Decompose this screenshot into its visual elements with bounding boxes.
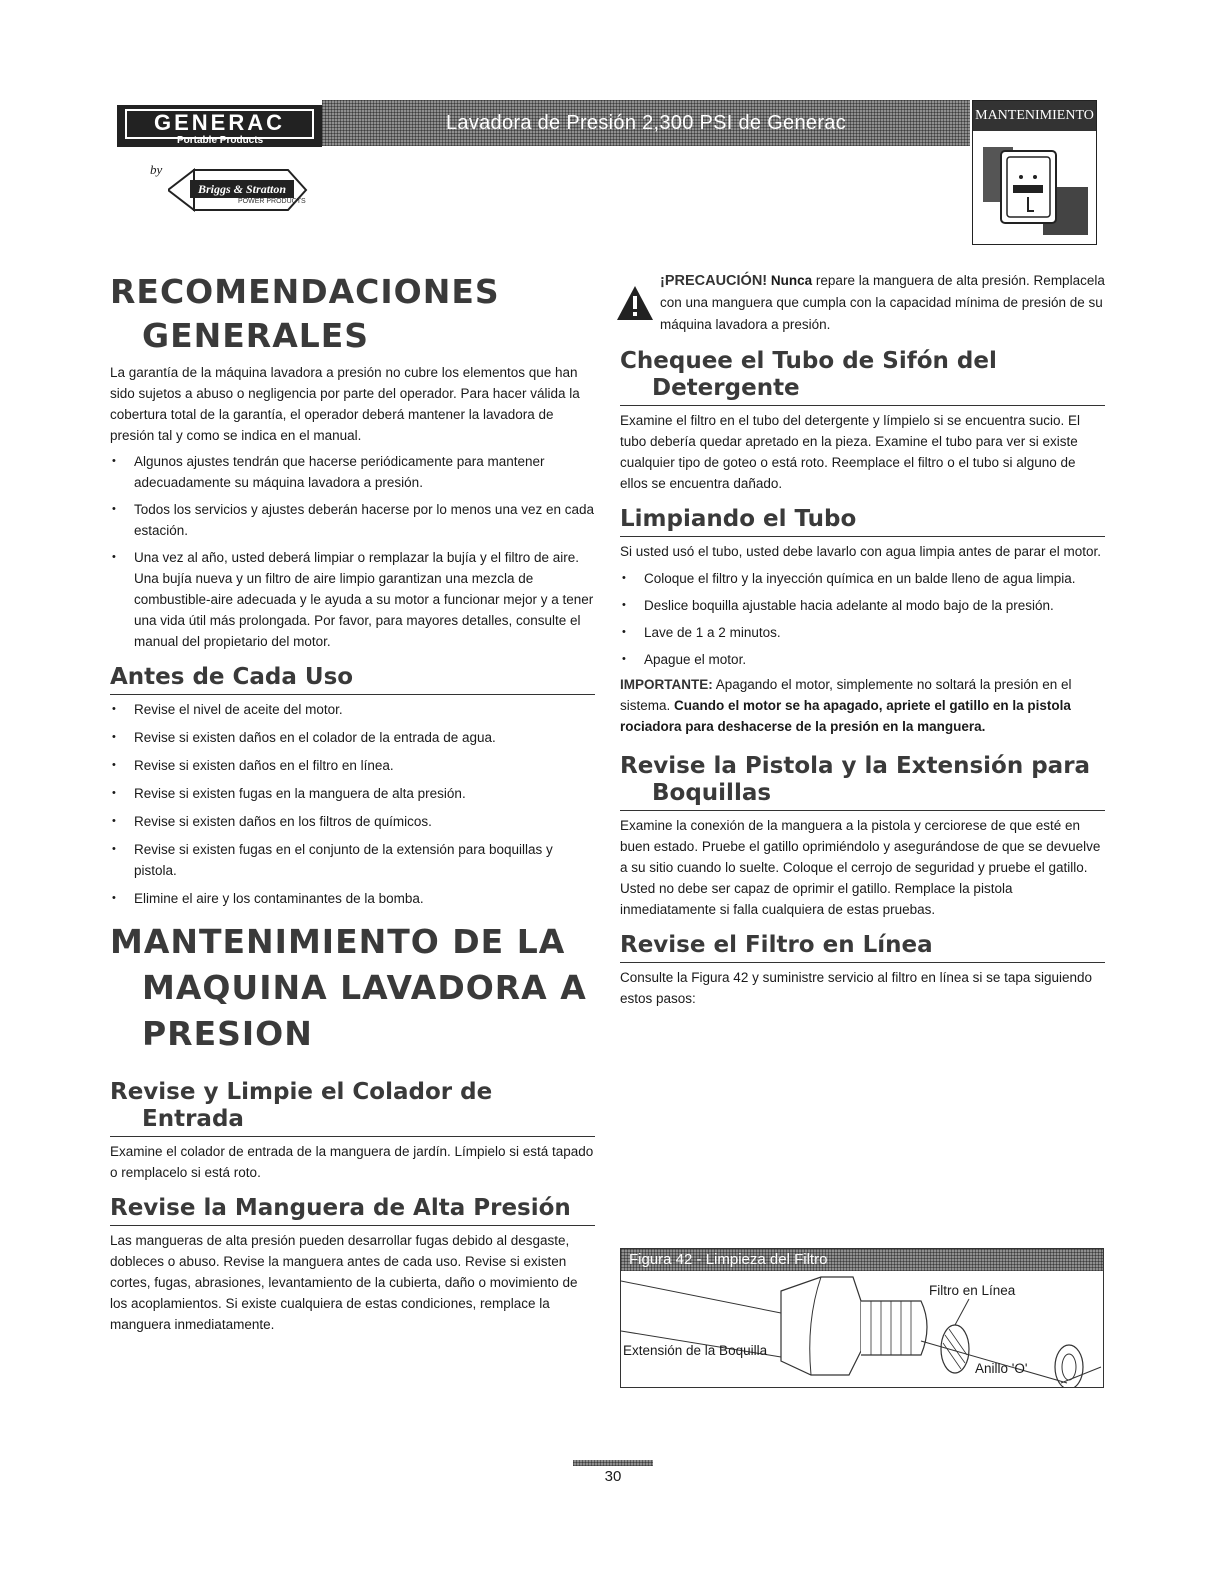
left-column bbox=[110, 270, 595, 1335]
cleaning-tube-list bbox=[620, 568, 1105, 670]
list-item: • Revise si existen daños en los filtros de químicos. bbox=[110, 811, 595, 832]
list-item: • Deslice boquilla ajustable hacia adelante al modo bajo de la presión. bbox=[620, 595, 1105, 616]
important-bold: Cuando el motor se ha apagado, apriete el gatillo en la pistola rociadora para deshacerse de la presión en la manguera. bbox=[620, 698, 1071, 734]
important-note bbox=[620, 674, 1105, 737]
maintenance-label: MANTENIMIENTO bbox=[973, 101, 1096, 131]
warning-icon bbox=[616, 284, 654, 322]
hose-text: Las mangueras de alta presión pueden desarrollar fugas debido al desgaste, dobleces o abuso. Revise la manguera antes de cada uso. Revise si existen cortes, fugas, abrasiones, levantamiento de la cubierta, daño o movimiento de los acoplamientos. Si existe cualquiera de estas condiciones, remplace la manguera inmediatamente. bbox=[110, 1233, 578, 1332]
heading-line: GENERALES bbox=[142, 316, 370, 355]
before-each-use-heading: Antes de Cada Uso bbox=[110, 664, 595, 695]
siphon-tube-heading bbox=[620, 348, 1105, 406]
before-each-use-list bbox=[110, 699, 595, 909]
maintenance-tab bbox=[972, 100, 1097, 245]
cleaning-tube-text: Si usted usó el tubo, usted debe lavarlo con agua limpia antes de parar el motor. bbox=[620, 544, 1102, 559]
list-item: • Algunos ajustes tendrán que hacerse periódicamente para mantener adecuadamente su máquina lavadora a presión. bbox=[110, 451, 595, 493]
list-item: • Apague el motor. bbox=[620, 649, 1105, 670]
page-number-bar bbox=[573, 1460, 653, 1466]
logo-sub: Portable Products bbox=[177, 135, 264, 146]
list-item: • Una vez al año, usted deberá limpiar o remplazar la bujía y el filtro de aire. Una bujía nueva y un filtro de aire limpio garantizan una mezcla de combustible-aire adecuada y le ayuda a su motor a funcionar mejor y a tener una vida útil más prolongada. Por favor, para mayores detalles, consulte el manual del propietario del motor. bbox=[110, 547, 595, 652]
right-column bbox=[620, 270, 1105, 1009]
figure-42 bbox=[620, 1248, 1104, 1388]
gun-extension-text: Examine la conexión de la manguera a la pistola y cerciorese de que esté en buen estado. Pruebe el gatillo oprimiéndolo y asegurándose de que se devuelve a su sitio cuando lo suelte. Coloque el cerrojo de seguridad y pruebe el gatillo. Usted no debe ser capaz de oprimir el gatillo. Remplace la pistola inmediatamente si falla cualquiera de estas pruebas. bbox=[620, 818, 1101, 917]
hose-heading: Revise la Manguera de Alta Presión bbox=[110, 1195, 595, 1226]
general-bullets bbox=[110, 451, 595, 652]
caution-label: ¡PRECAUCIÓN! bbox=[660, 273, 768, 289]
caution-text bbox=[660, 270, 1105, 336]
list-item: • Revise si existen fugas en la manguera de alta presión. bbox=[110, 783, 595, 804]
inline-filter-heading: Revise el Filtro en Línea bbox=[620, 932, 1105, 963]
heading-line: MAQUINA LAVADORA A bbox=[142, 968, 587, 1007]
heading-line: Revise y Limpie el Colador de bbox=[110, 1079, 493, 1105]
header-title: Lavadora de Presión 2,300 PSI de Generac bbox=[445, 112, 847, 134]
important-body: Apagando el motor, simplemente no soltará la presión en el sistema. bbox=[620, 677, 1072, 713]
general-recommendations-heading bbox=[110, 270, 595, 358]
filter-diagram bbox=[621, 1271, 1103, 1387]
heading-line: RECOMENDACIONES bbox=[110, 272, 500, 311]
intro-paragraph: La garantía de la máquina lavadora a presión no cubre los elementos que han sido sujetos a abuso o negligencia por parte del operador. Para hacer válida la cobertura total de la garantía, el operador deberá mantener la lavadora de presión tal y como se indica en el manual. bbox=[110, 365, 580, 443]
partner-sub: POWER PRODUCTS bbox=[238, 198, 306, 205]
cleaning-tube-heading: Limpiando el Tubo bbox=[620, 506, 1105, 537]
heading-line: Revise la Pistola y la Extensión para bbox=[620, 753, 1091, 779]
by-text: by bbox=[150, 162, 163, 177]
important-label: IMPORTANTE: bbox=[620, 677, 713, 692]
heading-line: Boquillas bbox=[652, 780, 772, 806]
partner-name: Briggs & Stratton bbox=[198, 182, 287, 196]
caution-block bbox=[620, 270, 1105, 336]
heading-line: Entrada bbox=[142, 1106, 244, 1132]
label-nozzle-extension: Extensión de la Boquilla bbox=[623, 1343, 768, 1358]
heading-line: Detergente bbox=[652, 375, 800, 401]
list-item: • Todos los servicios y ajustes deberán hacerse por lo menos una vez en cada estación. bbox=[110, 499, 595, 541]
list-item: • Lave de 1 a 2 minutos. bbox=[620, 622, 1105, 643]
list-item: • Coloque el filtro y la inyección química en un balde lleno de agua limpia. bbox=[620, 568, 1105, 589]
list-item: • Elimine el aire y los contaminantes de la bomba. bbox=[110, 888, 595, 909]
inline-filter-text: Consulte la Figura 42 y suministre servicio al filtro en línea si se tapa siguiendo estos pasos: bbox=[620, 970, 1092, 1006]
figure-title: Figura 42 - Limpieza del Filtro bbox=[629, 1251, 828, 1268]
gun-extension-heading bbox=[620, 753, 1105, 811]
logo-brand: GENERAC bbox=[125, 109, 314, 139]
maintenance-heading bbox=[110, 919, 595, 1057]
list-item: • Revise si existen daños en el colador de la entrada de agua. bbox=[110, 727, 595, 748]
label-o-ring: Anillo 'O' bbox=[975, 1361, 1028, 1376]
list-item: • Revise si existen fugas en el conjunto de la extensión para boquillas y pistola. bbox=[110, 839, 595, 881]
caution-body: repare la manguera de alta presión. Remplacela con una manguera que cumpla con la capacidad mínima de presión de su máquina lavadora a presión. bbox=[660, 273, 1105, 332]
heading-line: MANTENIMIENTO DE LA bbox=[110, 922, 566, 961]
siphon-tube-text: Examine el filtro en el tubo del detergente y límpielo si se encuentra sucio. El tubo debería quedar apretado en la pieza. Examine el tubo para ver si existe cualquier tipo de goteo o está roto. Reemplace el filtro o el tubo si alguno de ellos se encuentra dañado. bbox=[620, 413, 1081, 491]
caution-bold: Nunca bbox=[770, 273, 813, 288]
list-item: • Revise si existen daños en el filtro en línea. bbox=[110, 755, 595, 776]
list-item: • Revise el nivel de aceite del motor. bbox=[110, 699, 595, 720]
label-inline-filter: Filtro en Línea bbox=[929, 1283, 1016, 1298]
heading-line: PRESION bbox=[142, 1014, 313, 1053]
strainer-heading bbox=[110, 1079, 595, 1137]
generac-logo bbox=[117, 105, 322, 147]
strainer-text: Examine el colador de entrada de la manguera de jardín. Límpielo si está tapado o remplacelo si está roto. bbox=[110, 1144, 594, 1180]
page-number: 30 bbox=[604, 1468, 622, 1485]
heading-line: Chequee el Tubo de Sifón del bbox=[620, 348, 997, 374]
maintenance-icon bbox=[983, 137, 1088, 237]
